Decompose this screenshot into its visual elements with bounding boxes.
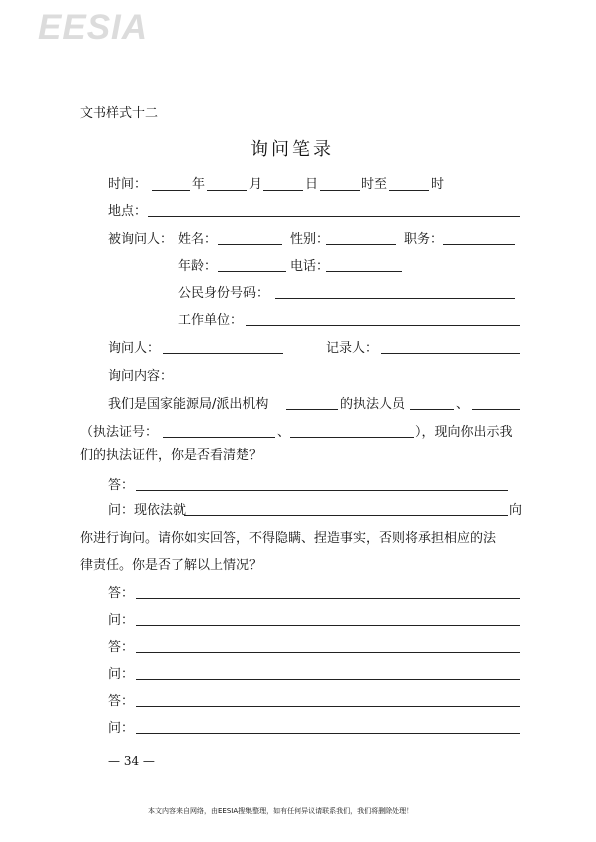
- day-field[interactable]: [263, 190, 303, 191]
- hour-from-field[interactable]: [320, 190, 360, 191]
- position-label: 职务：: [404, 232, 444, 247]
- cert-number1-field[interactable]: [163, 437, 275, 438]
- phone-field[interactable]: [326, 271, 402, 272]
- qa-question-field[interactable]: [136, 625, 520, 626]
- page-title: 询问笔录: [250, 139, 334, 160]
- id-number-field[interactable]: [275, 298, 515, 299]
- qa-label: 问：: [108, 613, 135, 628]
- answer-label: 答：: [108, 478, 135, 493]
- eesia-logo: EESIA: [38, 8, 149, 47]
- name-label: 姓名：: [178, 232, 218, 247]
- gender-field[interactable]: [326, 244, 396, 245]
- qa-label: 答：: [108, 694, 135, 709]
- hour-to-field[interactable]: [389, 190, 429, 191]
- qa-label: 答：: [108, 640, 135, 655]
- qa-answer-field[interactable]: [136, 706, 520, 707]
- qa-question-field[interactable]: [136, 733, 520, 734]
- gender-label: 性别：: [290, 232, 330, 247]
- law-text-c: 你进行询问。请你如实回答，不得隐瞒、捏造事实，否则将承担相应的法: [80, 531, 497, 546]
- intro-text-d: 们的执法证件，你是否看清楚？: [80, 448, 263, 463]
- interviewee-label: 被询问人：: [108, 232, 174, 247]
- qa-label: 问：: [108, 721, 135, 736]
- cert-number2-field[interactable]: [290, 437, 414, 438]
- officer2-field[interactable]: [472, 409, 520, 410]
- month-label: 月: [249, 177, 263, 192]
- intro-text-a: 我们是国家能源局/派出机构: [108, 397, 269, 412]
- matter-field[interactable]: [184, 515, 508, 516]
- phone-label: 电话：: [290, 259, 330, 274]
- position-field[interactable]: [443, 244, 515, 245]
- law-text-d: 律责任。你是否了解以上情况？: [80, 558, 263, 573]
- qa-label: 问：: [108, 667, 135, 682]
- cert-separator: 、: [277, 425, 291, 440]
- qa-label: 答：: [108, 586, 135, 601]
- recorder-field[interactable]: [381, 353, 520, 354]
- intro-text-c: ），现向你出示我: [415, 425, 513, 440]
- workplace-label: 工作单位：: [178, 313, 244, 328]
- questioner-field[interactable]: [163, 353, 283, 354]
- questioner-label: 询问人：: [108, 341, 161, 356]
- qa-answer-field[interactable]: [136, 598, 520, 599]
- month-field[interactable]: [207, 190, 247, 191]
- content-label: 询问内容：: [108, 369, 174, 384]
- name-field[interactable]: [218, 244, 282, 245]
- law-text-b: 向: [509, 503, 523, 518]
- page-number: — 34 —: [108, 754, 155, 768]
- recorder-label: 记录人：: [326, 341, 379, 356]
- place-field[interactable]: [148, 216, 520, 217]
- law-text-a: 问：现依法就: [108, 503, 187, 518]
- year-field[interactable]: [152, 190, 190, 191]
- id-number-label: 公民身份号码：: [178, 286, 270, 301]
- age-label: 年龄：: [178, 259, 218, 274]
- hour-to-label: 时: [431, 177, 445, 192]
- agency-field[interactable]: [286, 409, 338, 410]
- year-label: 年: [192, 177, 206, 192]
- hour-from-label: 时至: [361, 177, 388, 192]
- cert-number-label: （执法证号：: [80, 425, 159, 440]
- officer1-field[interactable]: [410, 409, 454, 410]
- footer-note: 本文内容来自网络，由EESIA搜集整理，如有任何异议请联系我们，我们将删除处理！: [148, 807, 414, 815]
- day-label: 日: [305, 177, 319, 192]
- qa-answer-field[interactable]: [136, 652, 520, 653]
- qa-question-field[interactable]: [136, 679, 520, 680]
- workplace-field[interactable]: [246, 325, 520, 326]
- form-number: 文书样式十二: [80, 106, 159, 121]
- answer-field[interactable]: [136, 490, 508, 491]
- place-label: 地点：: [108, 204, 148, 219]
- time-label: 时间：: [108, 177, 148, 192]
- age-field[interactable]: [218, 271, 286, 272]
- intro-text-b: 的执法人员: [340, 397, 406, 412]
- intro-separator: 、: [456, 397, 470, 412]
